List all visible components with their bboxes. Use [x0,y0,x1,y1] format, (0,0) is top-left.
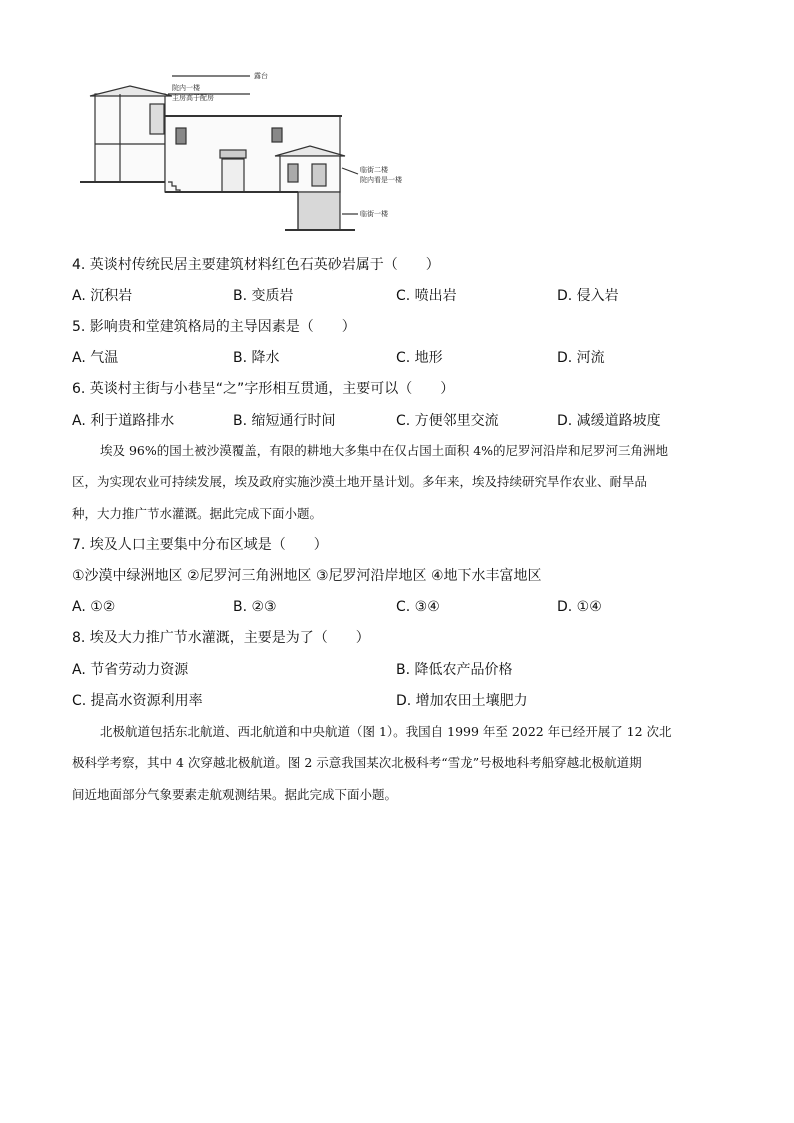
q4-option-d[interactable]: D. 侵入岩 [557,288,619,304]
label-street-second-floor: 临街二楼 [360,166,388,174]
q7-option-b[interactable]: B. ②③ [233,599,277,615]
q7-option-a[interactable]: A. ①② [72,599,116,615]
q6-option-b[interactable]: B. 缩短通行时间 [233,413,336,429]
label-street-first-floor: 临街一楼 [360,210,388,218]
q7-option-c[interactable]: C. ③④ [396,599,440,615]
label-main-house-higher: 主房高于配房 [172,94,214,102]
q5-option-b[interactable]: B. 降水 [233,350,280,366]
q7-stem: 7. 埃及人口主要集中分布区域是（ ） [72,537,328,553]
label-courtyard-view-first: 院内看是一楼 [360,176,402,184]
q6-option-d[interactable]: D. 减缓道路坡度 [557,413,661,429]
q7-choices: ①沙漠中绿洲地区 ②尼罗河三角洲地区 ③尼罗河沿岸地区 ④地下水丰富地区 [72,568,542,584]
q5-stem: 5. 影响贵和堂建筑格局的主导因素是（ ） [72,319,356,335]
q6-option-a[interactable]: A. 利于道路排水 [72,413,175,429]
q4-stem: 4. 英谈村传统民居主要建筑材料红色石英砂岩属于（ ） [72,257,440,273]
label-terrace: 露台 [254,72,268,80]
q4-option-b[interactable]: B. 变质岩 [233,288,294,304]
q6-option-c[interactable]: C. 方便邻里交流 [396,413,499,429]
q6-stem: 6. 英谈村主街与小巷呈“之”字形相互贯通，主要可以（ ） [72,381,455,397]
q4-option-a[interactable]: A. 沉积岩 [72,288,133,304]
passage1-line-2: 区，为实现农业可持续发展，埃及政府实施沙漠土地开垦计划。多年来，埃及持续研究旱作农业、耐旱品 [72,474,648,489]
q8-option-a[interactable]: A. 节省劳动力资源 [72,662,189,678]
q4-option-c[interactable]: C. 喷出岩 [396,288,457,304]
q5-option-d[interactable]: D. 河流 [557,350,605,366]
passage1-line-1: 埃及 96%的国土被沙漠覆盖，有限的耕地大多集中在仅占国土面积 4%的尼罗河沿岸和尼罗河三角洲地 [100,443,669,458]
passage1-line-3: 种，大力推广节水灌溉。据此完成下面小题。 [72,506,323,521]
q7-option-d[interactable]: D. ①④ [557,599,602,615]
passage2-line-1: 北极航道包括东北航道、西北航道和中央航道（图 1）。我国自 1999 年至 2022 年已经开展了 12 次北 [100,724,672,739]
label-courtyard-first-floor: 院内一楼 [172,84,200,92]
passage2-line-2: 极科学考察，其中 4 次穿越北极航道。图 2 示意我国某次北极科考“雪龙”号极地科考船穿越北极航道期 [72,755,642,770]
q8-option-c[interactable]: C. 提高水资源利用率 [72,693,203,709]
q5-option-c[interactable]: C. 地形 [396,350,443,366]
building-section-figure [80,64,425,246]
q5-option-a[interactable]: A. 气温 [72,350,119,366]
q8-option-d[interactable]: D. 增加农田土壤肥力 [396,693,528,709]
passage2-line-3: 间近地面部分气象要素走航观测结果。据此完成下面小题。 [72,787,398,802]
q8-option-b[interactable]: B. 降低农产品价格 [396,662,513,678]
q8-stem: 8. 埃及大力推广节水灌溉，主要是为了（ ） [72,630,370,646]
